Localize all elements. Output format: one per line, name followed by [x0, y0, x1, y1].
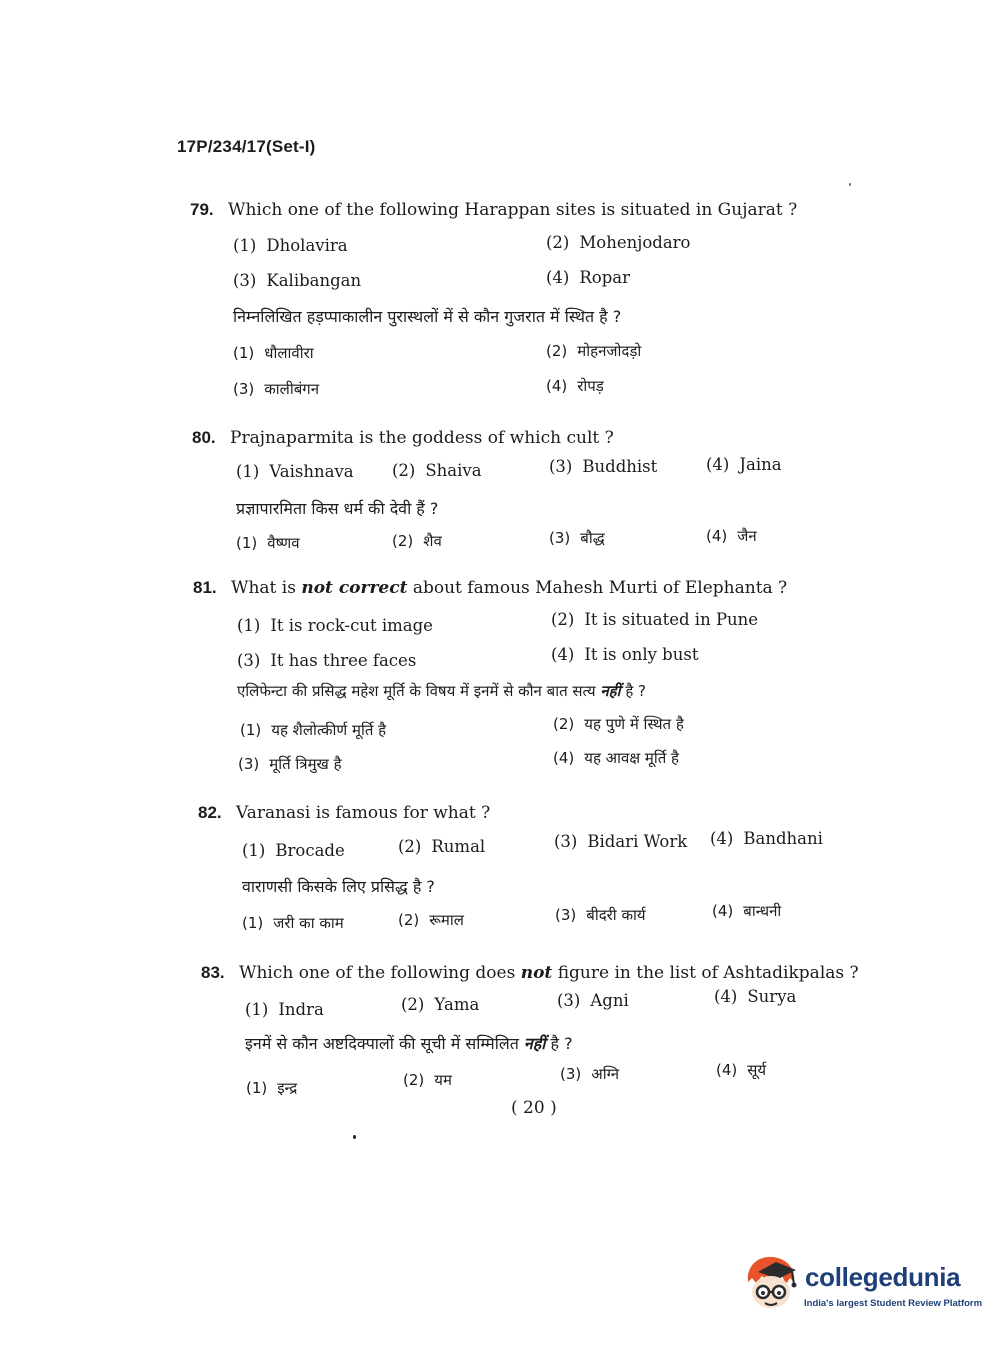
- option-4-hi: (4) जैन: [706, 527, 757, 545]
- collegedunia-logo[interactable]: [742, 1252, 983, 1316]
- question-text-en: 80. Prajnaparmita is the goddess of which cult ?: [192, 428, 614, 448]
- question-number: 82.: [198, 803, 222, 822]
- option-3-hi: (3) बौद्ध: [549, 529, 605, 547]
- option-2-hi: (2) यम: [403, 1071, 452, 1089]
- option-4-hi: (4) रोपड़: [546, 377, 604, 395]
- option-3-hi: (3) कालीबंगन: [233, 380, 320, 398]
- question-text-hi: निम्नलिखित हड़प्पाकालीन पुरास्थलों में से कौन गुजरात में स्थित है ?: [233, 307, 622, 326]
- option-2: (2) It is situated in Pune: [551, 610, 759, 629]
- option-4-hi: (4) बान्धनी: [712, 902, 782, 920]
- option-3: (3) Buddhist: [549, 457, 658, 476]
- option-4: (4) Bandhani: [710, 829, 823, 848]
- option-1: (1) It is rock-cut image: [237, 616, 433, 635]
- scan-speck: [849, 183, 851, 186]
- scan-speck: [353, 1135, 356, 1139]
- option-2: (2) Shaiva: [392, 461, 482, 480]
- option-2-hi: (2) मोहनजोदड़ो: [546, 342, 642, 360]
- option-3-hi: (3) अग्नि: [560, 1065, 620, 1083]
- question-text-hi: इनमें से कौन अष्टदिक्पालों की सूची में सम्मिलित नहीं है ?: [245, 1034, 573, 1053]
- option-4: (4) Ropar: [546, 268, 631, 287]
- option-1-hi: (1) इन्द्र: [246, 1079, 298, 1097]
- option-4: (4) It is only bust: [551, 645, 699, 664]
- option-2: (2) Yama: [401, 995, 480, 1014]
- option-2-hi: (2) रूमाल: [398, 911, 464, 929]
- option-2-hi: (2) शैव: [392, 532, 442, 550]
- option-1: (1) Brocade: [242, 841, 345, 860]
- option-4-hi: (4) सूर्य: [716, 1061, 767, 1079]
- option-1-hi: (1) धौलावीरा: [233, 344, 314, 362]
- option-4: (4) Surya: [714, 987, 797, 1006]
- option-3: (3) Agni: [557, 991, 629, 1010]
- option-3: (3) Bidari Work: [554, 832, 688, 851]
- option-2: (2) Mohenjodaro: [546, 233, 691, 252]
- question-number: 80.: [192, 428, 216, 447]
- option-3: (3) Kalibangan: [233, 271, 362, 290]
- question-number: 83.: [201, 963, 225, 982]
- question-number: 79.: [190, 200, 214, 219]
- question-text-hi: एलिफेन्टा की प्रसिद्ध महेश मूर्ति के विषय में इनमें से कौन बात सत्य नहीं है ?: [237, 682, 647, 700]
- logo-tagline: India's largest Student Review Platform: [804, 1298, 983, 1309]
- question-number: 81.: [193, 578, 217, 597]
- question-text-hi: वाराणसी किसके लिए प्रसिद्ध है ?: [242, 877, 435, 896]
- option-4-hi: (4) यह आवक्ष मूर्ति है: [553, 749, 680, 767]
- question-text-en: 81. What is not correct about famous Mahesh Murti of Elephanta ?: [193, 578, 788, 598]
- option-3-hi: (3) मूर्ति त्रिमुख है: [238, 755, 342, 773]
- option-3-hi: (3) बीदरी कार्य: [555, 906, 646, 924]
- question-text-en: 79. Which one of the following Harappan sites is situated in Gujarat ?: [190, 200, 798, 220]
- option-1: (1) Vaishnava: [236, 462, 354, 481]
- paper-code: 17P/234/17(Set-I): [177, 137, 316, 156]
- option-2: (2) Rumal: [398, 837, 486, 856]
- option-1-hi: (1) यह शैलोत्कीर्ण मूर्ति है: [240, 721, 387, 739]
- option-1: (1) Indra: [245, 1000, 324, 1019]
- option-1: (1) Dholavira: [233, 236, 348, 255]
- option-3: (3) It has three faces: [237, 651, 417, 670]
- option-4: (4) Jaina: [706, 455, 782, 474]
- page-number: ( 20 ): [511, 1098, 557, 1118]
- question-text-en: 83. Which one of the following does not figure in the list of Ashtadikpalas ?: [201, 963, 859, 983]
- option-1-hi: (1) वैष्णव: [236, 534, 300, 552]
- question-text-hi: प्रज्ञापारमिता किस धर्म की देवी हैं ?: [236, 499, 439, 518]
- option-2-hi: (2) यह पुणे में स्थित है: [553, 715, 684, 733]
- logo-wordmark: collegedunia: [805, 1262, 961, 1292]
- mascot-icon: [742, 1252, 802, 1314]
- question-text-en: 82. Varanasi is famous for what ?: [198, 803, 491, 823]
- option-1-hi: (1) जरी का काम: [242, 914, 344, 932]
